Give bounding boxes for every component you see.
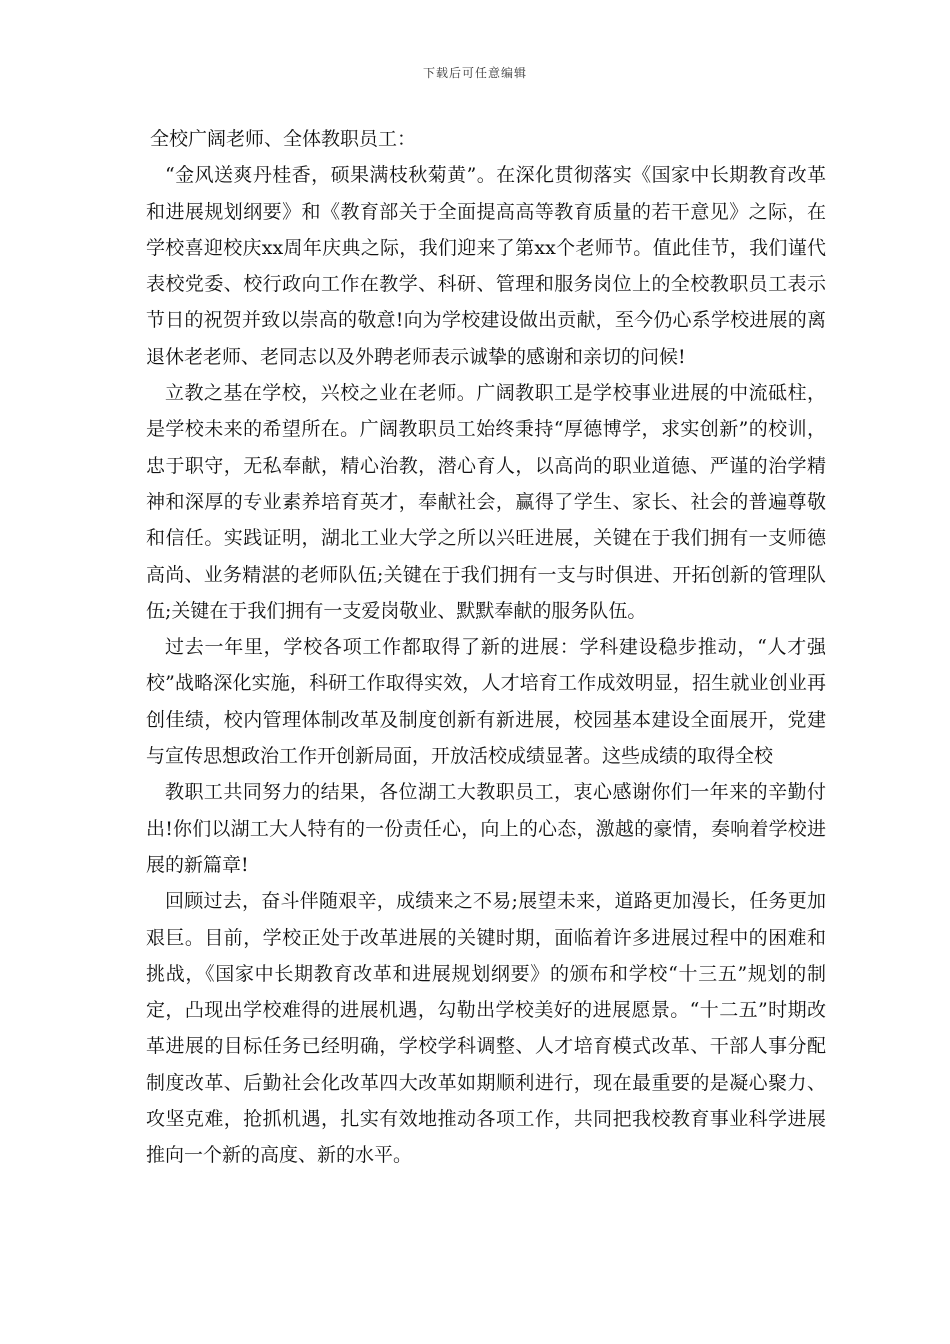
paragraph-achievements: 过去一年里，学校各项工作都取得了新的进展：学科建设稳步推动，“人才强校”战略深化实施，科研工作取得实效，人才培育工作成效明显，招生就业创业再创佳绩，校内管理体制改革及制度创新有新进展，校园基本建设全面展开，党建与宣传思想政治工作开创新局面，开放活校成绩显著。这些成绩的取得全校	[146, 636, 826, 768]
paragraph-thanks: 教职工共同努力的结果，各位湖工大教职员工，衷心感谢你们一年来的辛勤付出!你们以湖工大人特有的一份责任心，向上的心态，激越的豪情，奏响着学校进展的新篇章!	[146, 781, 826, 876]
letter-body	[146, 121, 826, 1174]
page-header-note: 下载后可任意编辑	[422, 66, 527, 80]
letter-salutation: 全校广阔老师、全体教职员工：	[150, 128, 417, 150]
paragraph-teachers: 立教之基在学校，兴校之业在老师。广阔教职工是学校事业进展的中流砥柱，是学校未来的希望所在。广阔教职员工始终秉持“厚德博学，求实创新”的校训，忠于职守，无私奉献，精心治教，潜心育人，以高尚的职业道德、严谨的治学精神和深厚的专业素养培育英才，奉献社会，赢得了学生、家长、社会的普遍尊敬和信任。实践证明，湖北工业大学之所以兴旺进展，关键在于我们拥有一支师德高尚、业务精湛的老师队伍;关键在于我们拥有一支与时俱进、开拓创新的管理队伍;关键在于我们拥有一支爱岗敬业、默默奉献的服务队伍。	[146, 382, 826, 622]
paragraph-greeting: “金风送爽丹桂香，硕果满枝秋菊黄”。在深化贯彻落实《国家中长期教育改革和进展规划纲要》和《教育部关于全面提高高等教育质量的若干意见》之际，在学校喜迎校庆xx周年庆典之际，我们迎来了第xx个老师节。值此佳节，我们谨代表校党委、校行政向工作在教学、科研、管理和服务岗位上的全校教职员工表示节日的祝贺并致以崇高的敬意!向为学校建设做出贡献，至今仍心系学校进展的离退休老老师、老同志以及外聘老师表示诚挚的感谢和亲切的问候!	[146, 164, 826, 368]
paragraph-outlook: 回顾过去，奋斗伴随艰辛，成绩来之不易;展望未来，道路更加漫长，任务更加艰巨。目前，学校正处于改革进展的关键时期，面临着许多进展过程中的困难和挑战，《国家中长期教育改革和进展规划纲要》的颁布和学校“十三五”规划的制定，凸现出学校难得的进展机遇，勾勒出学校美好的进展愿景。“十二五”时期改革进展的目标任务已经明确，学校学科调整、人才培育模式改革、干部人事分配制度改革、后勤社会化改革四大改革如期顺利进行，现在最重要的是凝心聚力、攻坚克难，抢抓机遇，扎实有效地推动各项工作，共同把我校教育事业科学进展推向一个新的高度、新的水平。	[146, 890, 826, 1167]
